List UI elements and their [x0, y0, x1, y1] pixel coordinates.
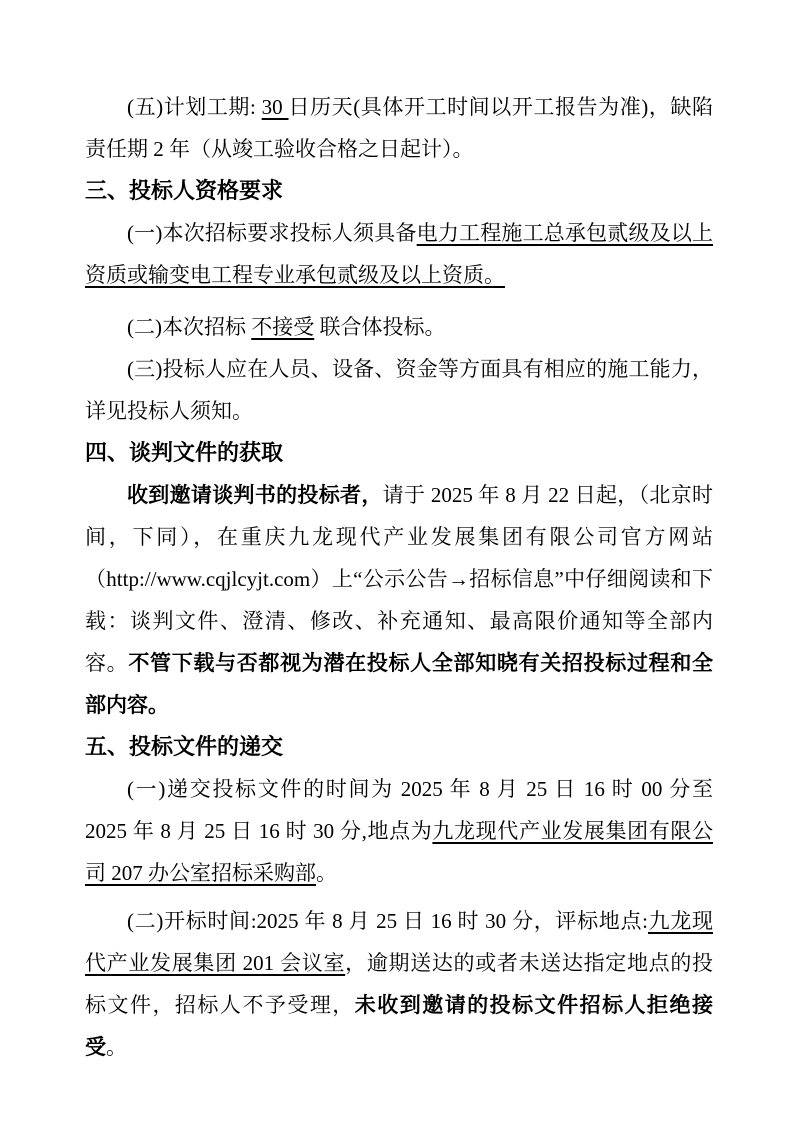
- qualification-underlined: 电力工程施工总承包贰级及以上资质或输变电工程专业承包贰级及以上资质。: [85, 221, 713, 287]
- not-accept-underlined: 不接受: [251, 315, 315, 339]
- bid-opening-middle: ，逾期送达的或者未送达指定地点的投标文件，招标人不予受理，: [85, 951, 714, 1017]
- qualification-lead: (一)本次招标要求投标人须具备: [127, 221, 417, 245]
- para-document-acquisition: [85, 474, 713, 726]
- para-qualification-requirement: [85, 212, 713, 296]
- plan-duration-lead: (五)计划工期:: [127, 95, 262, 119]
- submission-time-end: 。: [316, 861, 337, 885]
- reject-uninvited-bold: 未收到邀请的投标文件招标人拒绝接受: [85, 993, 714, 1059]
- plan-duration-days-underlined: 30: [261, 95, 289, 119]
- heading-negotiation-document: 四、谈判文件的获取: [85, 440, 284, 465]
- submission-time-lead: (一)递交投标文件的时间为 2025 年 8 月 25 日 16 时 00 分至 2025 年 8 月 25 日 16 时 30 分,地点为: [85, 777, 713, 843]
- para-capability-requirement: (三)投标人应在人员、设备、资金等方面具有相应的施工能力，详见投标人须知。: [85, 357, 713, 423]
- bid-opening-end: 。: [106, 1035, 127, 1059]
- no-consortium-lead: (二)本次招标: [127, 315, 252, 339]
- acquisition-body: 请于 2025 年 8 月 22 日起，（北京时间，下同），在重庆九龙现代产业发展集团有限公司官方网站（http://www.cqjlcyjt.com）上“公示公告→招标信息”中仔细阅读和下载：谈判文件、澄清、修改、补充通知、最高限价通知等全部内容。: [85, 483, 714, 675]
- para-plan-duration: [85, 86, 713, 170]
- invited-bidders-bold: 收到邀请谈判书的投标者，: [127, 483, 383, 507]
- para-bid-opening: [85, 900, 713, 1068]
- submission-address-underlined: 九龙现代产业发展集团有限公司 207 办公室招标采购部: [85, 819, 714, 885]
- bid-opening-lead: (二)开标时间:2025 年 8 月 25 日 16 时 30 分，评标地点:: [127, 909, 648, 933]
- download-notice-bold: 不管下载与否都视为潜在投标人全部知晓有关招投标过程和全部内容。: [85, 651, 713, 717]
- heading-bidder-qualification: 三、投标人资格要求: [85, 178, 284, 203]
- para-submission-time: [85, 768, 713, 894]
- no-consortium-rest: 联合体投标。: [314, 315, 446, 339]
- para-no-consortium: [85, 306, 713, 348]
- heading-bid-submission: 五、投标文件的递交: [85, 734, 284, 759]
- plan-duration-rest: 日历天(具体开工时间以开工报告为准)，缺陷责任期 2 年（从竣工验收合格之日起计）。: [85, 95, 713, 161]
- evaluation-venue-underlined: 九龙现代产业发展集团 201 会议室: [85, 909, 714, 975]
